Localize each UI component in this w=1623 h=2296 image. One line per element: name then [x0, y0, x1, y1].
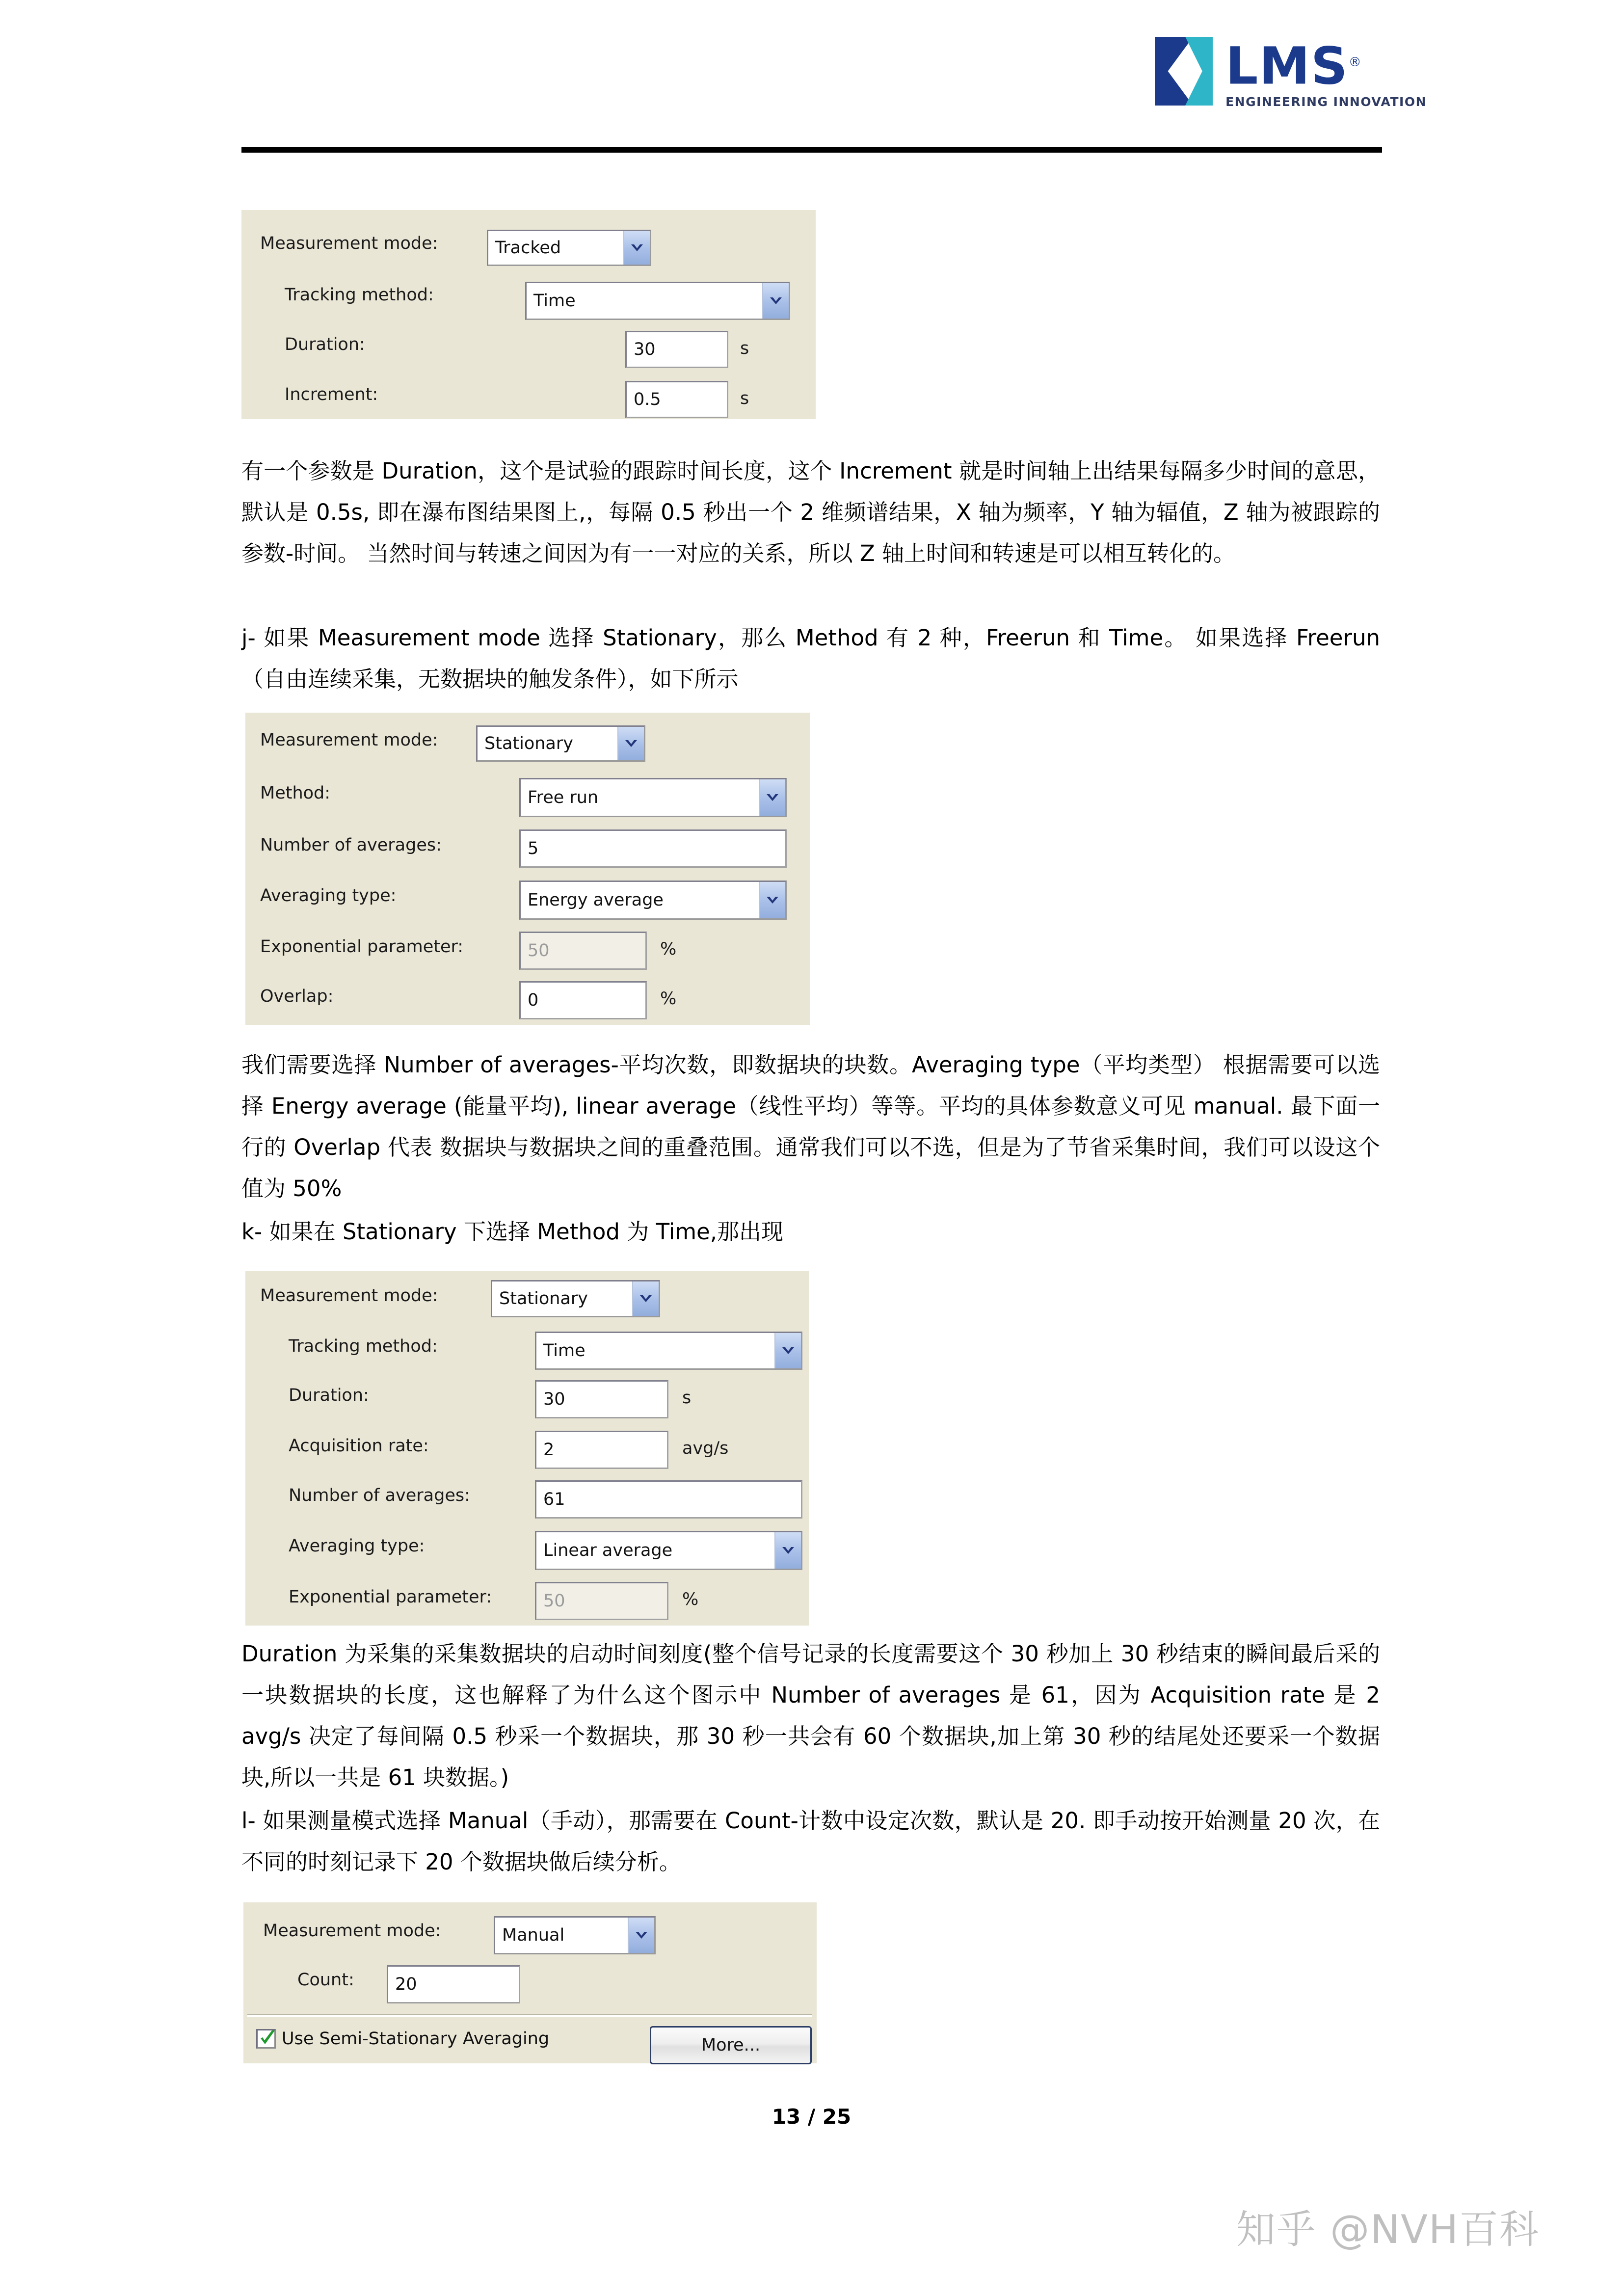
exponential-parameter-label: Exponential parameter:	[260, 937, 464, 957]
count-row	[297, 1970, 354, 1990]
lms-hourglass-icon	[1155, 37, 1213, 106]
stationary-freerun-panel	[245, 713, 810, 1025]
increment-row	[285, 385, 378, 404]
more-button[interactable]	[650, 2026, 812, 2064]
measurement-mode-value: Tracked	[495, 238, 561, 258]
overlap-value: 0	[528, 990, 539, 1010]
exponential-parameter-value: 50	[528, 941, 550, 961]
tracking-method-row	[289, 1336, 438, 1356]
averaging-type-select[interactable]	[519, 881, 787, 920]
paragraph-item-l: l- 如果测量模式选择 Manual（手动），那需要在 Count-计数中设定次数，默认是 20. 即手动按开始测量 20 次，在不同的时刻记录下 20 个数据块做后续分析。	[241, 1808, 1380, 1875]
paragraph-duration-increment: 有一个参数是 Duration，这个是试验的跟踪时间长度，这个 Increment 就是时间轴上出结果每隔多少时间的意思， 默认是 0.5s, 即在瀑布图结果图上,，每隔 0.5 秒出一个 2 维频谱结果，X 轴为频率，Y 轴为辐值，Z 轴为被跟踪的参数-时间。 当然时间与转速之间因为有一一对应的关系，所以 Z 轴上时间和转速是可以相互转化的。	[241, 458, 1380, 566]
number-of-averages-row	[260, 835, 442, 855]
averaging-type-value: Linear average	[543, 1541, 673, 1560]
count-input[interactable]	[387, 1965, 520, 2003]
number-of-averages-row	[289, 1486, 470, 1505]
watermark: 知乎 @NVH百科	[1236, 2207, 1540, 2252]
duration-unit: s	[682, 1388, 692, 1408]
header-divider	[241, 147, 1382, 153]
exponential-parameter-input[interactable]	[519, 932, 647, 970]
registered-mark-icon: ®	[1348, 55, 1362, 70]
number-of-averages-input[interactable]	[535, 1480, 802, 1519]
tracking-method-select[interactable]	[535, 1332, 802, 1370]
acquisition-rate-unit: avg/s	[682, 1439, 729, 1458]
measurement-mode-select[interactable]	[476, 725, 645, 762]
more-button-label: More...	[701, 2035, 761, 2055]
duration-row	[285, 335, 365, 354]
exponential-parameter-value: 50	[543, 1591, 565, 1611]
averaging-type-row	[289, 1536, 425, 1556]
exponential-parameter-unit: %	[682, 1590, 699, 1609]
measurement-mode-row	[260, 234, 438, 253]
duration-label: Duration:	[289, 1386, 369, 1405]
duration-row	[289, 1386, 369, 1405]
acquisition-rate-label: Acquisition rate:	[289, 1436, 429, 1456]
use-semi-stationary-averaging-label: Use Semi-Stationary Averaging	[282, 2029, 550, 2049]
exponential-parameter-label: Exponential parameter:	[289, 1587, 492, 1607]
checkbox-box[interactable]	[256, 2029, 276, 2049]
tracking-method-label: Tracking method:	[289, 1336, 438, 1356]
exponential-parameter-unit: %	[660, 939, 677, 959]
measurement-mode-row	[260, 1286, 438, 1306]
measurement-mode-value: Manual	[502, 1925, 565, 1945]
measurement-mode-select[interactable]	[491, 1280, 660, 1317]
tracked-measurement-panel	[241, 210, 816, 419]
increment-input[interactable]	[625, 381, 728, 418]
method-value: Free run	[528, 788, 599, 807]
overlap-row	[260, 987, 333, 1006]
count-value: 20	[395, 1975, 417, 1994]
duration-value: 30	[543, 1389, 565, 1409]
increment-label: Increment:	[285, 385, 378, 404]
paragraph-item-k: k- 如果在 Stationary 下选择 Method 为 Time,那出现	[241, 1219, 784, 1245]
duration-input[interactable]	[535, 1380, 668, 1418]
increment-unit: s	[740, 389, 749, 408]
lms-logo-text	[1225, 37, 1427, 109]
paragraph-duration-explanation: Duration 为采集的采集数据块的启动时间刻度(整个信号记录的长度需要这个 30 秒加上 30 秒结束的瞬间最后采的一块数据块的长度，这也解释了为什么这个图示中 Number of averages 是 61，因为 Acquisition rate 是 2 avg/s 决定了每间隔 0.5 秒采一个数据块，那 30 秒一共会有 60 个数据块,加上第 30 秒的结尾处还要采一个数据块,所以一共是 61 块数据。)	[241, 1641, 1380, 1790]
tracking-method-label: Tracking method:	[285, 285, 434, 305]
page-number: 13 / 25	[772, 2105, 851, 2129]
measurement-mode-label: Measurement mode:	[260, 234, 438, 253]
acquisition-rate-input[interactable]	[535, 1431, 668, 1469]
chevron-down-icon[interactable]	[632, 1281, 659, 1316]
lms-logo	[1155, 37, 1427, 109]
duration-input[interactable]	[625, 331, 728, 368]
overlap-unit: %	[660, 989, 677, 1009]
lms-wordmark-label: LMS	[1225, 36, 1349, 96]
averaging-type-label: Averaging type:	[289, 1536, 425, 1556]
measurement-mode-row	[260, 730, 438, 750]
exponential-parameter-row	[289, 1587, 492, 1607]
overlap-label: Overlap:	[260, 987, 334, 1006]
page-header	[0, 0, 1623, 162]
increment-value: 0.5	[634, 390, 661, 409]
averaging-type-label: Averaging type:	[260, 886, 397, 906]
exponential-parameter-row	[260, 937, 463, 957]
measurement-mode-label: Measurement mode:	[260, 1286, 438, 1306]
method-label: Method:	[260, 783, 331, 803]
chevron-down-icon[interactable]	[623, 231, 650, 265]
stationary-time-panel	[245, 1271, 809, 1626]
number-of-averages-label: Number of averages:	[260, 835, 442, 855]
measurement-mode-label: Measurement mode:	[260, 730, 438, 750]
chevron-down-icon[interactable]	[774, 1333, 801, 1368]
chevron-down-icon[interactable]	[759, 779, 785, 816]
number-of-averages-label: Number of averages:	[289, 1486, 470, 1505]
chevron-down-icon[interactable]	[617, 727, 644, 760]
averaging-type-row	[260, 886, 396, 906]
chevron-down-icon[interactable]	[628, 1918, 654, 1953]
duration-unit: s	[740, 339, 749, 358]
exponential-parameter-input[interactable]	[535, 1582, 668, 1620]
manual-measurement-panel	[243, 1902, 817, 2063]
paragraph-averaging-explanation: 我们需要选择 Number of averages-平均次数，即数据块的块数。Averaging type（平均类型） 根据需要可以选择 Energy average (能量平均), linear average（线性平均）等等。平均的具体参数意义可见 manual. 最下面一行的 Overlap 代表 数据块与数据块之间的重叠范围。通常我们可以不选，但是为了节省采集时间，我们可以设这个值为 50%	[241, 1052, 1380, 1201]
count-label: Count:	[297, 1970, 354, 1990]
tracking-method-select[interactable]	[525, 282, 790, 320]
acquisition-rate-row	[289, 1436, 429, 1456]
lms-wordmark	[1225, 36, 1362, 96]
duration-label: Duration:	[285, 335, 365, 354]
chevron-down-icon[interactable]	[762, 283, 789, 319]
chevron-down-icon[interactable]	[759, 882, 785, 918]
measurement-mode-value: Stationary	[499, 1289, 588, 1308]
measurement-mode-select[interactable]	[487, 230, 651, 266]
measurement-mode-value: Stationary	[484, 734, 573, 753]
paragraph-item-j: j- 如果 Measurement mode 选择 Stationary，那么 Method 有 2 种，Freerun 和 Time。 如果选择 Freerun（自由连续采集，无数据块的触发条件），如下所示	[241, 625, 1380, 692]
tracking-method-value: Time	[533, 291, 576, 311]
panel-divider	[247, 2014, 812, 2017]
measurement-mode-label: Measurement mode:	[263, 1921, 441, 1941]
acquisition-rate-value: 2	[543, 1440, 555, 1460]
lms-tagline: ENGINEERING INNOVATION	[1225, 94, 1427, 109]
averaging-type-value: Energy average	[528, 890, 664, 910]
number-of-averages-value: 61	[543, 1490, 565, 1509]
chevron-down-icon[interactable]	[774, 1532, 801, 1569]
use-semi-stationary-averaging-checkbox[interactable]	[256, 2029, 549, 2049]
number-of-averages-value: 5	[528, 839, 539, 858]
tracking-method-value: Time	[543, 1341, 585, 1361]
method-select[interactable]	[519, 778, 787, 817]
overlap-input[interactable]	[519, 981, 647, 1019]
measurement-mode-row	[263, 1921, 441, 1941]
method-row	[260, 783, 330, 803]
averaging-type-select[interactable]	[535, 1531, 802, 1570]
duration-value: 30	[634, 340, 656, 359]
number-of-averages-input[interactable]	[519, 829, 787, 868]
measurement-mode-select[interactable]	[494, 1916, 656, 1954]
tracking-method-row	[285, 285, 434, 305]
